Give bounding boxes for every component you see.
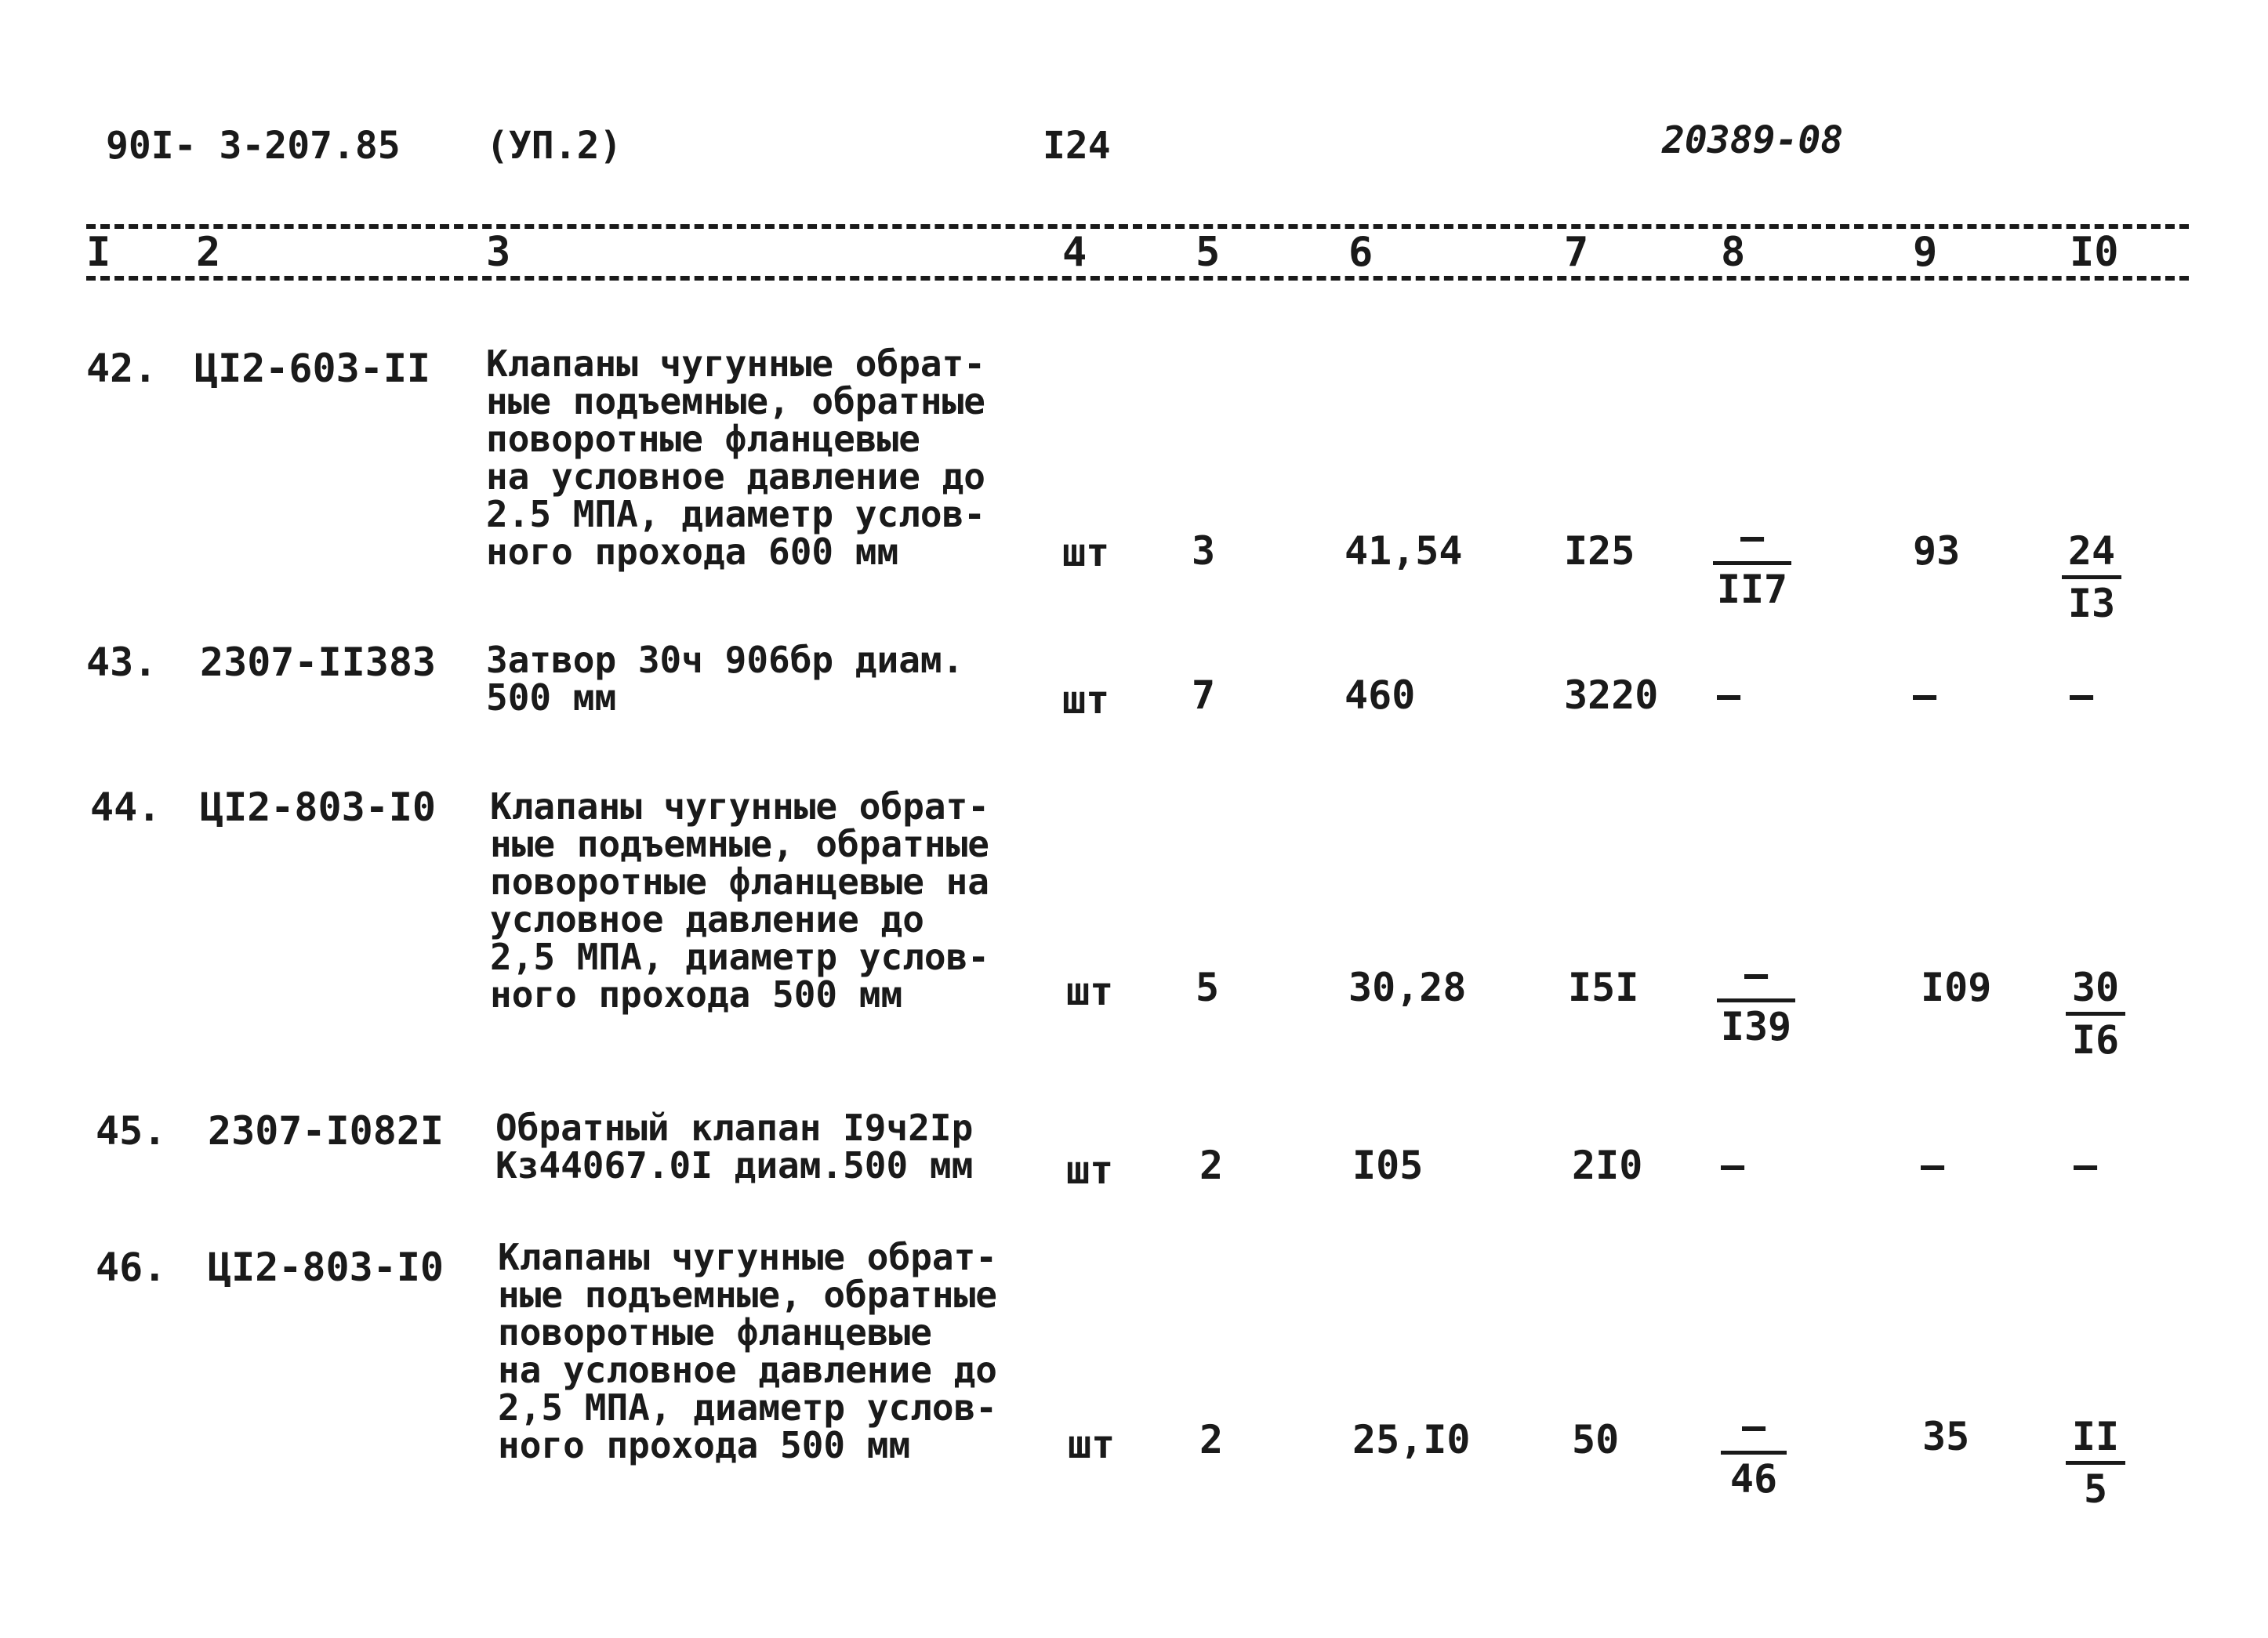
col10-value: – bbox=[2070, 672, 2094, 718]
catalog-code: ЦI2-603-II bbox=[194, 346, 431, 391]
col10-value: – bbox=[2074, 1143, 2098, 1188]
header-rule-top bbox=[86, 224, 2189, 229]
quantity: 5 bbox=[1196, 965, 1220, 1010]
row-number: 43. bbox=[86, 640, 158, 685]
col10-fraction bbox=[2066, 965, 2125, 1063]
column-number-4: 4 bbox=[1062, 229, 1087, 276]
column-number-8: 8 bbox=[1721, 229, 1746, 276]
unit: шт bbox=[1062, 677, 1110, 723]
col8-fraction bbox=[1721, 1404, 1787, 1502]
column-number-6: 6 bbox=[1348, 229, 1374, 276]
unit-weight: 25,I0 bbox=[1352, 1417, 1471, 1462]
fraction-denominator: I6 bbox=[2071, 1017, 2120, 1063]
fraction-numerator: – bbox=[1741, 1404, 1766, 1449]
col9-value: – bbox=[1913, 672, 1937, 718]
column-number-5: 5 bbox=[1196, 229, 1221, 276]
catalog-code: 2307-I082I bbox=[208, 1108, 445, 1154]
item-description: Клапаны чугунные обрат- ные подъемные, обратные поворотные фланцевые на условное давление до 2,5 МПА, диаметр услов- ного прохода 500 мм bbox=[498, 1236, 997, 1466]
item-description: Клапаны чугунные обрат- ные подъемные, обратные поворотные фланцевые на условное давление до 2.5 МПА, диаметр услов- ного прохода 600 мм bbox=[486, 342, 985, 573]
unit-weight: 30,28 bbox=[1348, 965, 1467, 1010]
fraction-denominator: II7 bbox=[1716, 567, 1788, 612]
document-code: 90I- 3-207.85 bbox=[106, 124, 401, 168]
total-weight: I5I bbox=[1568, 965, 1639, 1010]
quantity: 7 bbox=[1192, 672, 1216, 718]
catalog-code: ЦI2-803-I0 bbox=[208, 1245, 445, 1290]
quantity: 2 bbox=[1199, 1143, 1224, 1188]
column-number-10: I0 bbox=[2070, 229, 2119, 276]
row-number: 42. bbox=[86, 346, 158, 391]
column-number-3: 3 bbox=[486, 229, 511, 276]
column-number-1: I bbox=[86, 229, 111, 276]
item-description: Затвор 30ч 906бр диам. 500 мм bbox=[486, 639, 964, 719]
unit: шт bbox=[1066, 1147, 1114, 1193]
row-number: 46. bbox=[96, 1245, 167, 1290]
quantity: 3 bbox=[1192, 528, 1216, 574]
col8-value: – bbox=[1721, 1143, 1745, 1188]
total-weight: 50 bbox=[1572, 1417, 1620, 1462]
page-number: I24 bbox=[1043, 124, 1111, 168]
catalog-code: 2307-II383 bbox=[200, 640, 437, 685]
column-number-2: 2 bbox=[196, 229, 221, 276]
fraction-denominator: I3 bbox=[2067, 581, 2116, 626]
unit: шт bbox=[1068, 1422, 1116, 1467]
item-description: Клапаны чугунные обрат- ные подъемные, обратные поворотные фланцевые на условное давление до 2,5 МПА, диаметр услов- ного прохода 500 мм bbox=[490, 785, 989, 1016]
header-rule-bottom bbox=[86, 276, 2189, 281]
column-number-9: 9 bbox=[1913, 229, 1938, 276]
inventory-stamp: 20389-08 bbox=[1662, 118, 1844, 162]
col9-value: 35 bbox=[1922, 1414, 1970, 1459]
col9-value: I09 bbox=[1921, 965, 1992, 1010]
catalog-code: ЦI2-803-I0 bbox=[200, 785, 437, 830]
item-description: Обратный клапан I9ч2Iр Кз44067.0I диам.500 мм bbox=[495, 1107, 974, 1187]
album-number: (УП.2) bbox=[486, 124, 622, 168]
col10-fraction bbox=[2066, 1414, 2125, 1512]
fraction-numerator: 24 bbox=[2067, 528, 2116, 574]
fraction-numerator: II bbox=[2071, 1414, 2120, 1459]
fraction-numerator: – bbox=[1740, 514, 1765, 560]
total-weight: I25 bbox=[1564, 528, 1635, 574]
fraction-denominator: 5 bbox=[2083, 1466, 2108, 1512]
fraction-numerator: – bbox=[1744, 951, 1769, 997]
unit-weight: 460 bbox=[1344, 672, 1416, 718]
unit-weight: 41,54 bbox=[1344, 528, 1463, 574]
unit: шт bbox=[1062, 530, 1110, 575]
fraction-denominator: I39 bbox=[1720, 1004, 1792, 1049]
total-weight: 3220 bbox=[1564, 672, 1659, 718]
total-weight: 2I0 bbox=[1572, 1143, 1643, 1188]
col8-value: – bbox=[1717, 672, 1741, 718]
col8-fraction bbox=[1713, 514, 1791, 612]
col9-value: – bbox=[1921, 1143, 1945, 1188]
unit: шт bbox=[1066, 969, 1114, 1014]
row-number: 44. bbox=[90, 785, 161, 830]
unit-weight: I05 bbox=[1352, 1143, 1424, 1188]
row-number: 45. bbox=[96, 1108, 167, 1154]
col8-fraction bbox=[1717, 951, 1795, 1049]
quantity: 2 bbox=[1199, 1417, 1224, 1462]
col9-value: 93 bbox=[1913, 528, 1961, 574]
fraction-numerator: 30 bbox=[2071, 965, 2120, 1010]
column-number-7: 7 bbox=[1564, 229, 1589, 276]
fraction-denominator: 46 bbox=[1729, 1456, 1778, 1502]
col10-fraction bbox=[2062, 528, 2121, 626]
